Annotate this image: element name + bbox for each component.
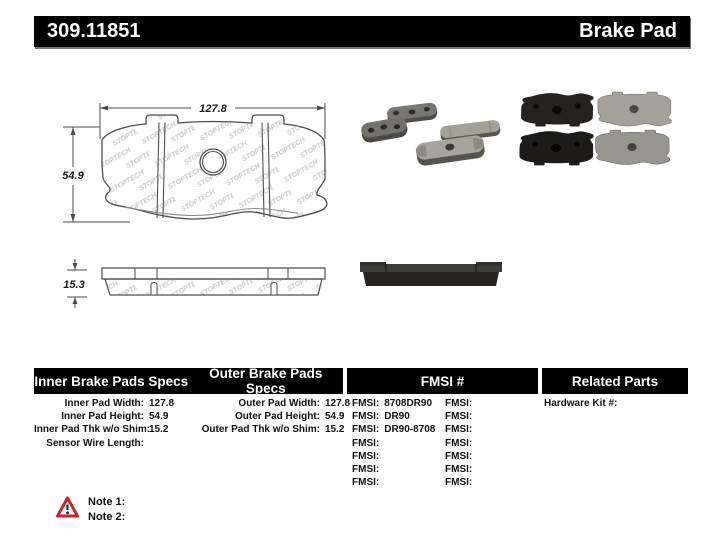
- fmsi-right-column: [445, 397, 477, 489]
- pad-photo-friction-bottom: [415, 134, 486, 166]
- header-bar: [34, 16, 690, 47]
- fmsi-row: FMSI:: [352, 477, 380, 489]
- fmsi-row: FMSI:: [445, 398, 473, 409]
- height-dim-label: 54.9: [62, 170, 84, 182]
- related-row: Hardware Kit #:: [544, 398, 618, 409]
- fmsi-row: FMSI: 8708DR90: [352, 398, 433, 409]
- fmsi-row: FMSI: DR90-8708: [352, 424, 436, 436]
- related-parts-header: Related Parts: [542, 368, 688, 394]
- part-number: 309.11851: [47, 20, 141, 42]
- fmsi-left-column: [352, 397, 435, 489]
- thickness-dim-label: 15.3: [63, 279, 85, 291]
- spec-row: Outer Pad Width: 127.8: [238, 398, 351, 409]
- outer-specs-column: [180, 397, 350, 437]
- spec-row: Inner Pad Height: 54.9: [61, 411, 169, 423]
- fmsi-row: FMSI:: [445, 424, 473, 436]
- pad-edge-photo: [357, 256, 505, 292]
- width-dim-label: 127.8: [199, 103, 227, 115]
- related-parts-column: [544, 397, 622, 410]
- fmsi-row: FMSI:: [445, 411, 473, 423]
- fmsi-row: FMSI:: [445, 464, 473, 476]
- spec-row: Sensor Wire Length:: [46, 437, 144, 449]
- pad-set-photo: [517, 86, 675, 174]
- pad-center-hole: [200, 149, 226, 175]
- side-view-drawing: [55, 251, 340, 311]
- fmsi-row: FMSI:: [352, 437, 380, 449]
- notes-block: [88, 495, 130, 524]
- spec-row: Outer Pad Height: 54.9: [234, 411, 345, 423]
- fmsi-row: FMSI: DR90: [352, 411, 410, 423]
- fmsi-row: FMSI:: [352, 464, 380, 476]
- fmsi-row: FMSI:: [445, 450, 473, 462]
- outer-specs-header: Outer Brake Pads Specs: [209, 366, 323, 396]
- inner-specs-column: [34, 397, 174, 450]
- note-row: Note 1:: [88, 496, 126, 508]
- specs-header-bar: [34, 368, 343, 394]
- fmsi-row: FMSI:: [445, 437, 473, 449]
- front-view-drawing: [55, 95, 340, 240]
- fmsi-header: FMSI #: [347, 368, 538, 394]
- friction-material: [105, 279, 322, 295]
- page-title: Brake Pad: [579, 20, 677, 42]
- pad-photo-back-left: [360, 116, 409, 144]
- pads-angled-photo: [356, 86, 508, 182]
- warning-triangle-icon: [56, 495, 79, 520]
- inner-specs-header: Inner Brake Pads Specs: [34, 373, 189, 389]
- fmsi-row: FMSI:: [445, 477, 473, 489]
- note-row: Note 2:: [88, 510, 126, 523]
- fmsi-row: FMSI:: [352, 450, 380, 462]
- spec-row: Inner Pad Width: 127.8: [64, 398, 175, 409]
- spec-row: Outer Pad Thk w/o Shim: 15.2: [201, 424, 345, 436]
- spec-row: Inner Pad Thk w/o Shim: 15.2: [34, 424, 169, 436]
